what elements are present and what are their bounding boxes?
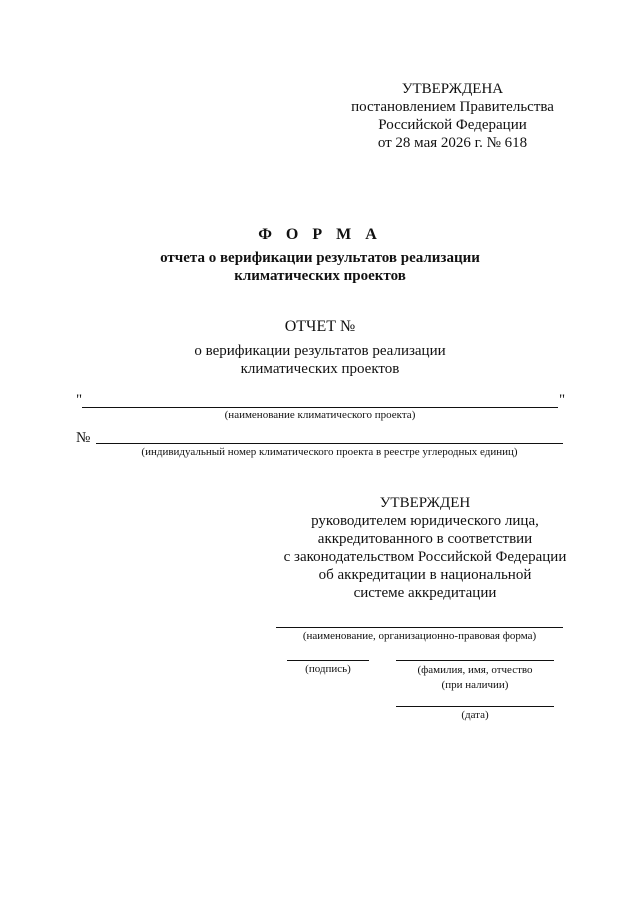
approved-by-line-4: об аккредитации в национальной — [318, 567, 532, 583]
report-subtitle-line-2: климатических проектов — [240, 361, 400, 377]
date-field[interactable] — [396, 706, 554, 707]
date-caption: (дата) — [461, 709, 489, 721]
organization-field[interactable] — [276, 627, 563, 628]
report-title: ОТЧЕТ № — [284, 318, 356, 335]
form-subtitle-line-1: отчета о верификации результатов реализации — [160, 250, 480, 266]
full-name-caption-line-2: (при наличии) — [441, 679, 509, 691]
form-subtitle-line-2: климатических проектов — [234, 268, 406, 284]
project-name-field[interactable] — [82, 407, 558, 408]
form-title: Ф О Р М А — [258, 226, 382, 243]
report-subtitle-line-1: о верификации результатов реализации — [194, 343, 446, 359]
form-subtitle — [0, 249, 640, 285]
project-number-field[interactable] — [96, 443, 563, 444]
signature-caption: (подпись) — [305, 663, 351, 675]
approved-by-line-3: с законодательством Российской Федерации — [283, 549, 567, 565]
project-name-caption: (наименование климатического проекта) — [224, 409, 416, 421]
full-name-field[interactable] — [396, 660, 554, 661]
full-name-caption — [396, 663, 554, 693]
approved-by-line-5: системе аккредитации — [353, 585, 497, 601]
approval-line-1: постановлением Правительства — [351, 99, 554, 115]
approved-by-title: УТВЕРЖДЕН — [379, 495, 471, 511]
approved-by-line-1: руководителем юридического лица, — [311, 513, 539, 529]
project-number-caption: (индивидуальный номер климатического проекта в реестре углеродных единиц) — [141, 446, 518, 458]
number-sign: № — [76, 430, 91, 446]
open-quote: " — [76, 392, 83, 408]
full-name-caption-line-1: (фамилия, имя, отчество — [417, 664, 533, 676]
report-subtitle — [0, 342, 640, 378]
approval-title: УТВЕРЖДЕНА — [401, 81, 504, 97]
approval-block — [340, 80, 565, 152]
organization-caption: (наименование, организационно-правовая форма) — [302, 630, 537, 642]
approved-by-block — [260, 494, 590, 602]
signature-field[interactable] — [287, 660, 369, 661]
close-quote: " — [559, 392, 566, 408]
approval-line-2: Российской Федерации — [378, 117, 527, 133]
approved-by-line-2: аккредитованного в соответствии — [317, 531, 533, 547]
approval-line-3: от 28 мая 2026 г. № 618 — [377, 135, 528, 151]
